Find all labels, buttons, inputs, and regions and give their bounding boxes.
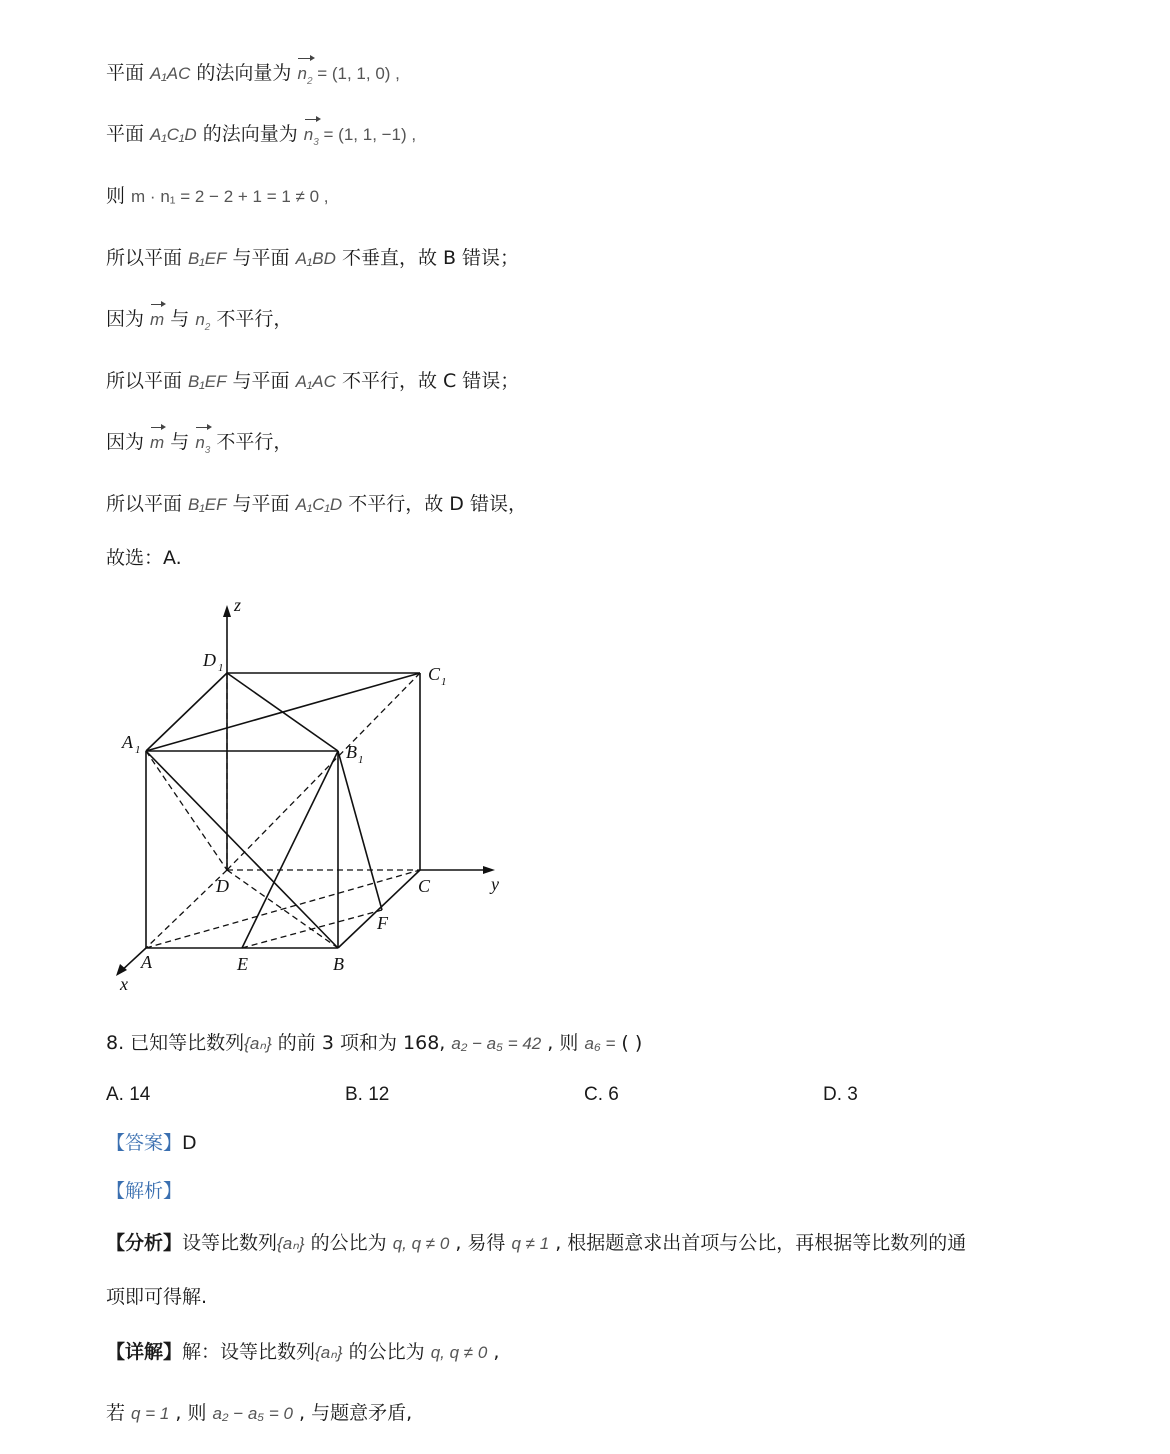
svg-text:E: E bbox=[237, 954, 248, 974]
solution-line-2 bbox=[106, 121, 416, 156]
ratio-expr: q, q ≠ 0 bbox=[392, 1234, 450, 1253]
text: 的法向量为 bbox=[190, 62, 298, 84]
sequence-notation: {aₙ} bbox=[244, 1034, 272, 1053]
svg-text:B: B bbox=[333, 954, 344, 974]
svg-text:x: x bbox=[120, 974, 128, 994]
svg-text:C: C bbox=[428, 664, 441, 684]
text: 平面 bbox=[106, 62, 151, 84]
cube-figure bbox=[110, 595, 510, 995]
text: 解：设等比数列 bbox=[182, 1341, 316, 1363]
text: , 则 bbox=[541, 1032, 585, 1054]
solution-line-8 bbox=[106, 491, 527, 518]
text: 不平行，故 D 错误， bbox=[342, 493, 527, 515]
vector-value: = (1, 1, 0) , bbox=[312, 64, 400, 83]
text: 的公比为 bbox=[304, 1232, 393, 1254]
text: 的前 3 项和为 168, bbox=[271, 1032, 446, 1054]
solution-line-7 bbox=[106, 429, 292, 464]
svg-text:C: C bbox=[418, 876, 431, 896]
condition-expr: a₂ − a₅ = 42 bbox=[451, 1034, 542, 1053]
vector-n3: $n_3$ bbox=[195, 430, 210, 464]
sequence-notation: {aₙ} bbox=[277, 1234, 305, 1253]
svg-text:y: y bbox=[491, 874, 499, 894]
sequence-notation: {aₙ} bbox=[315, 1343, 343, 1362]
text: 因为 bbox=[106, 308, 151, 330]
svg-text:D: D bbox=[203, 650, 216, 670]
text: , 易得 bbox=[449, 1232, 512, 1254]
target-expr: a₆ = bbox=[584, 1034, 616, 1053]
answer-tag: 【答案】 bbox=[106, 1132, 183, 1154]
svg-text:1: 1 bbox=[441, 676, 447, 688]
analysis-tag: 【解析】 bbox=[106, 1180, 183, 1202]
text: 平面 bbox=[106, 123, 151, 145]
vector-m: m bbox=[150, 430, 164, 456]
plane-name: A₁AC bbox=[295, 372, 336, 391]
option-c[interactable]: C. 6 bbox=[584, 1084, 619, 1105]
answer-value: D bbox=[182, 1132, 197, 1154]
fenxi-line-2: 项即可得解. bbox=[106, 1286, 208, 1308]
option-b[interactable]: B. 12 bbox=[345, 1084, 390, 1105]
text: 与平面 bbox=[226, 493, 296, 515]
svg-text:1: 1 bbox=[358, 754, 364, 766]
svg-text:z: z bbox=[234, 595, 242, 615]
text: 所以平面 bbox=[106, 493, 189, 515]
option-d[interactable]: D. 3 bbox=[823, 1084, 858, 1105]
text: 不垂直，故 B 错误； bbox=[335, 247, 520, 269]
text: 不平行，故 C 错误； bbox=[335, 370, 520, 392]
text: , 根据题意求出首项与公比，再根据等比数列的通 bbox=[549, 1232, 967, 1254]
text: 8. 已知等比数列 bbox=[106, 1032, 245, 1054]
option-a[interactable]: A. 14 bbox=[106, 1084, 151, 1105]
difference-expr: a₂ − a₅ = 0 bbox=[212, 1404, 293, 1423]
plane-name: A₁AC bbox=[150, 64, 191, 83]
solution-conclusion: 故选：A. bbox=[106, 547, 182, 569]
ratio-expr: q ≠ 1 bbox=[511, 1234, 550, 1253]
text: , bbox=[487, 1341, 500, 1363]
text: , 与题意矛盾, bbox=[292, 1402, 413, 1424]
text: 则 bbox=[106, 185, 132, 207]
ratio-expr: q, q ≠ 0 bbox=[430, 1343, 488, 1362]
plane-name: A₁BD bbox=[295, 249, 336, 268]
answer-line bbox=[106, 1130, 197, 1156]
solution-line-6 bbox=[106, 368, 519, 395]
svg-text:B: B bbox=[346, 742, 357, 762]
vector-n2: $n_2$ bbox=[297, 61, 312, 95]
answer-blank: ( ) bbox=[615, 1032, 643, 1054]
question-8-stem bbox=[106, 1030, 642, 1057]
fenxi-tag: 【分析】 bbox=[106, 1232, 183, 1254]
text: 因为 bbox=[106, 431, 151, 453]
text: 与 bbox=[164, 308, 196, 330]
solution-line-4 bbox=[106, 245, 519, 272]
svg-text:1: 1 bbox=[218, 662, 224, 674]
plane-name: B₁EF bbox=[188, 495, 227, 514]
dot-product-expr: m · n₁ = 2 − 2 + 1 = 1 ≠ 0 , bbox=[131, 187, 329, 206]
text: 与平面 bbox=[226, 370, 296, 392]
svg-text:1: 1 bbox=[135, 744, 141, 756]
plane-name: B₁EF bbox=[188, 249, 227, 268]
plane-name: B₁EF bbox=[188, 372, 227, 391]
xiangjie-line-2 bbox=[106, 1400, 412, 1427]
text: 与平面 bbox=[226, 247, 296, 269]
svg-text:A: A bbox=[141, 952, 152, 972]
solution-line-3 bbox=[106, 183, 329, 210]
solution-line-5 bbox=[106, 306, 292, 341]
plane-name: A₁C₁D bbox=[295, 495, 343, 514]
ratio-expr: q = 1 bbox=[131, 1404, 170, 1423]
vector-m: m bbox=[150, 307, 164, 333]
text: 不平行， bbox=[210, 431, 293, 453]
svg-text:D: D bbox=[216, 876, 229, 896]
svg-text:A: A bbox=[122, 732, 133, 752]
vector-n2: $n_2$ bbox=[195, 310, 211, 333]
vector-n3: $n_3$ bbox=[304, 122, 319, 156]
plane-name: A₁C₁D bbox=[150, 125, 197, 144]
text: 所以平面 bbox=[106, 370, 189, 392]
text: , 则 bbox=[169, 1402, 213, 1424]
solution-line-1 bbox=[106, 60, 400, 95]
vector-value: = (1, 1, −1) , bbox=[318, 125, 417, 144]
text: 若 bbox=[106, 1402, 132, 1424]
text: 所以平面 bbox=[106, 247, 189, 269]
svg-text:F: F bbox=[377, 913, 388, 933]
text: 与 bbox=[164, 431, 196, 453]
text: 不平行， bbox=[210, 308, 293, 330]
text: 设等比数列 bbox=[182, 1232, 278, 1254]
text: 的公比为 bbox=[342, 1341, 431, 1363]
fenxi-line-1 bbox=[106, 1230, 966, 1257]
text: 的法向量为 bbox=[196, 123, 304, 145]
xiangjie-line-1 bbox=[106, 1339, 499, 1366]
xiangjie-tag: 【详解】 bbox=[106, 1341, 183, 1363]
